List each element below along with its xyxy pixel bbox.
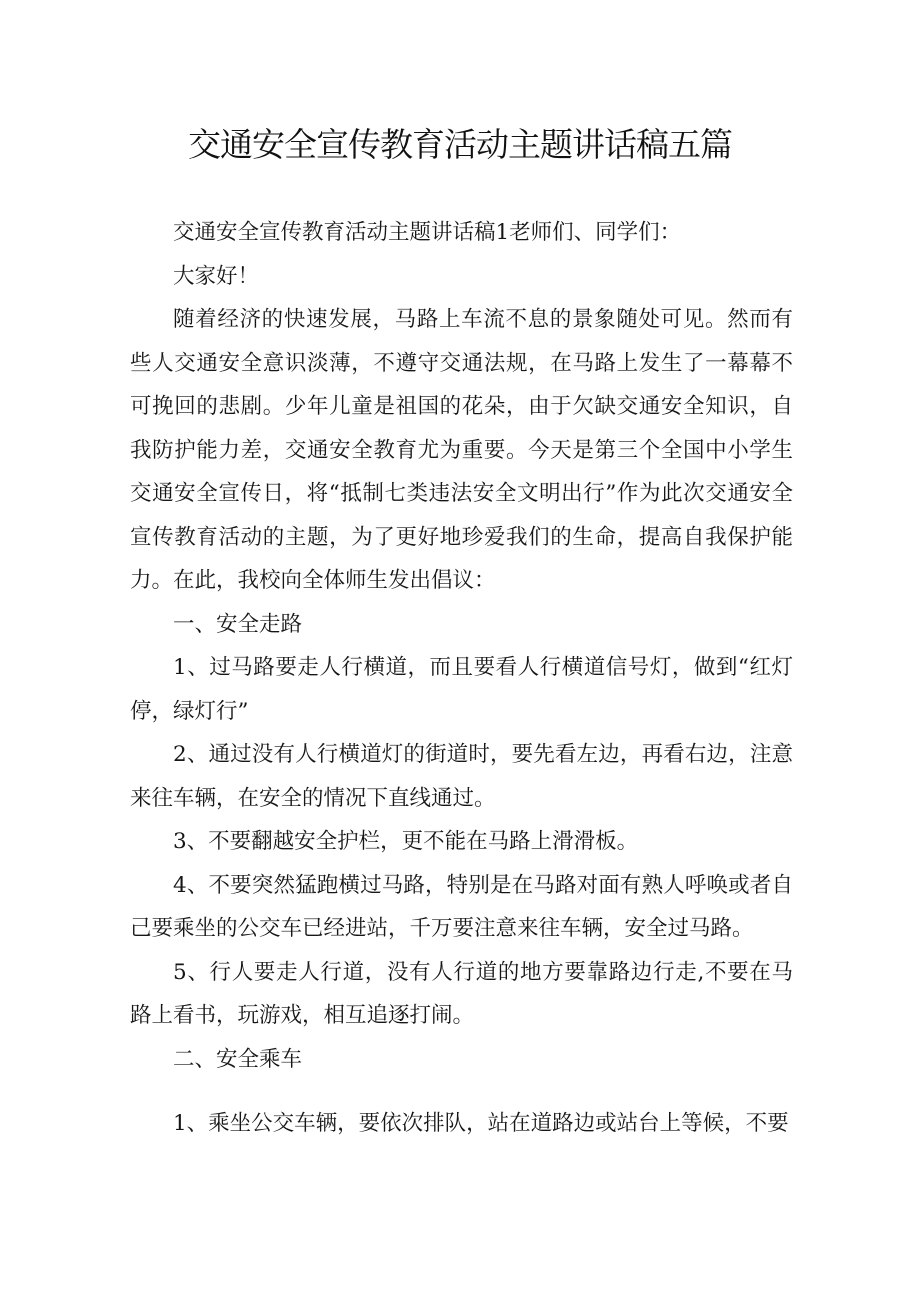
list-item: 4、不要突然猛跑横过马路，特别是在马路对面有熟人呼唤或者自己要乘坐的公交车已经进站，千万要注意来往车辆，安全过马路。 bbox=[130, 872, 793, 941]
list-item: 1、乘坐公交车辆，要依次排队，站在道路边或站台上等候，不要 bbox=[173, 1111, 789, 1136]
section-heading-riding: 二、安全乘车 bbox=[173, 1046, 303, 1072]
paragraph-greeting: 大家好！ bbox=[173, 263, 260, 289]
section-heading-walking: 一、安全走路 bbox=[173, 611, 303, 637]
list-item: 3、不要翻越安全护栏，更不能在马路上滑滑板。 bbox=[173, 829, 639, 854]
list-item: 2、通过没有人行横道灯的街道时，要先看左边，再看右边，注意来往车辆，在安全的情况下直线通过。 bbox=[130, 742, 793, 811]
document-title: 交通安全宣传教育活动主题讲话稿五篇 bbox=[188, 125, 732, 164]
paragraph-intro: 交通安全宣传教育活动主题讲话稿1老师们、同学们： bbox=[173, 220, 682, 245]
document-body bbox=[130, 211, 793, 1146]
list-item: 1、过马路要走人行横道，而且要看人行横道信号灯，做到“红灯停，绿灯行” bbox=[130, 655, 793, 724]
paragraph-main: 随着经济的快速发展，马路上车流不息的景象随处可见。然而有些人交通安全意识淡薄，不遵守交通法规，在马路上发生了一幕幕不可挽回的悲剧。少年儿童是祖国的花朵，由于欠缺交通安全知识，自我防护能力差，交通安全教育尤为重要。今天是第三个全国中小学生交通安全宣传日，将“抵制七类违法安全文明出行”作为此次交通安全宣传教育活动的主题，为了更好地珍爱我们的生命，提高自我保护能力。在此，我校向全体师生发出倡议： bbox=[130, 307, 793, 593]
list-item: 5、行人要走人行道，没有人行道的地方要靠路边行走,不要在马路上看书，玩游戏，相互追逐打闹。 bbox=[130, 959, 793, 1028]
